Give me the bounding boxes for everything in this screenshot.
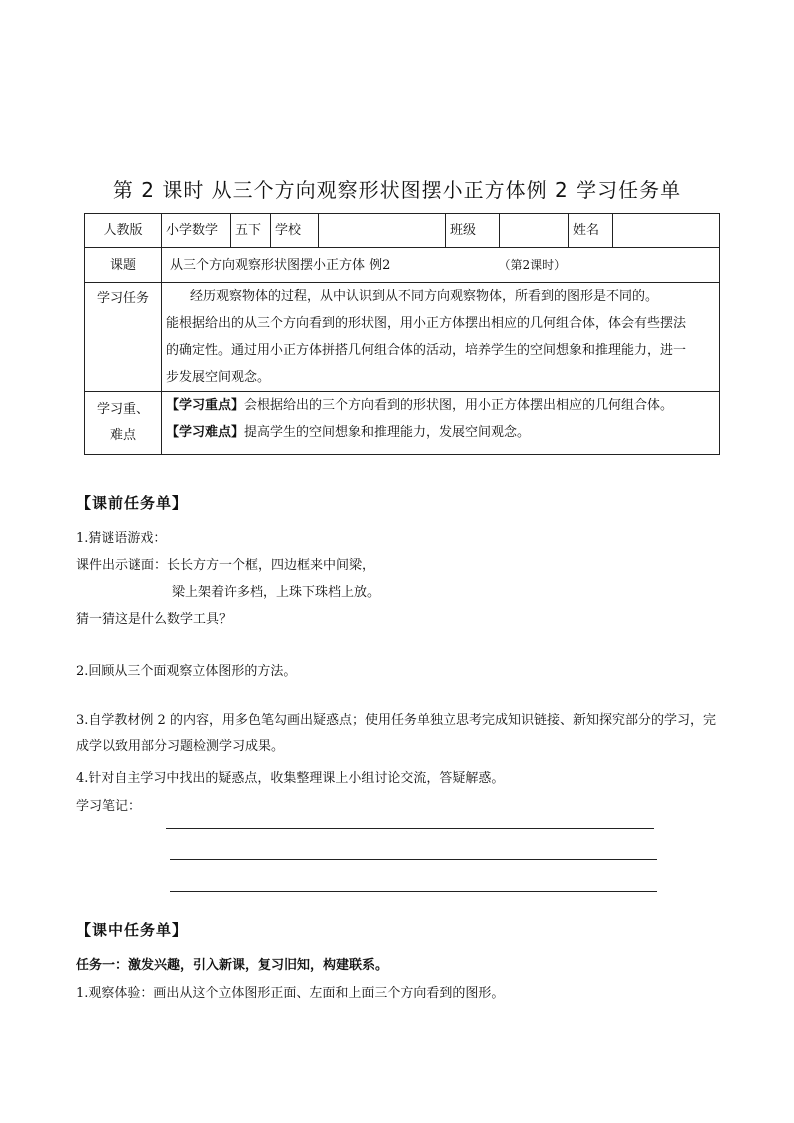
key-point-tag: 【学习重点】 <box>166 398 245 413</box>
task-line: 经历观察物体的过程，从中认识到从不同方向观察物体，所看到的图形是不同的。 <box>190 289 659 304</box>
difficult-point-tag: 【学习难点】 <box>166 425 245 440</box>
focus-label-line: 难点 <box>109 428 136 443</box>
info-table <box>84 213 720 455</box>
class-label: 班级 <box>446 214 500 248</box>
pre-item-2: 2.回顾从三个面观察立体图形的方法。 <box>76 664 297 679</box>
pre-item-1: 1.猜谜语游戏： <box>76 531 167 546</box>
focus-label-line: 学习重、 <box>96 402 149 417</box>
topic-row <box>85 248 720 283</box>
focus-content <box>162 392 720 455</box>
key-point-text: 会根据给出的三个方向看到的形状图，用小正方体摆出相应的几何组合体。 <box>244 398 674 413</box>
task-label: 学习任务 <box>85 283 162 392</box>
topic-label: 课题 <box>85 248 162 283</box>
difficult-point <box>166 419 715 446</box>
page-title: 第 2 课时 从三个方向观察形状图摆小正方体例 2 学习任务单 <box>112 178 682 202</box>
task-1-heading: 任务一：激发兴趣，引入新课，复习旧知，构建联系。 <box>76 958 389 973</box>
name-field[interactable] <box>613 214 720 248</box>
subject-cell: 小学数学 <box>162 214 231 248</box>
edition-cell: 人教版 <box>85 214 162 248</box>
task-content <box>162 283 720 392</box>
pre-item-3: 3.自学教材例 2 的内容，用多色笔勾画出疑惑点；使用任务单独立思考完成知识链接、新知探究部分的学习，完成学以致用部分习题检测学习成果。 <box>76 713 716 754</box>
grade-cell: 五下 <box>231 214 271 248</box>
header-row <box>85 214 720 248</box>
notes-line[interactable] <box>170 891 657 892</box>
pre-class-heading: 【课前任务单】 <box>76 494 189 512</box>
task-row <box>85 283 720 392</box>
notes-line[interactable] <box>166 828 654 829</box>
in-item-1: 1.观察体验：画出从这个立体图形正面、左面和上面三个方向看到的图形。 <box>76 986 505 1001</box>
school-field[interactable] <box>319 214 446 248</box>
task-line: 的确定性。通过用小正方体拼搭几何组合体的活动，培养学生的空间想象和推理能力，进一 <box>166 343 687 358</box>
notes-line[interactable] <box>170 859 657 860</box>
focus-label <box>85 392 162 455</box>
riddle-question: 猜一猜这是什么数学工具？ <box>76 612 233 627</box>
topic-cell <box>162 248 720 283</box>
riddle-line-2: 梁上架着许多档，上珠下珠档上放。 <box>172 585 381 600</box>
focus-row <box>85 392 720 455</box>
in-class-heading: 【课中任务单】 <box>76 921 189 939</box>
class-field[interactable] <box>500 214 569 248</box>
topic-value: 从三个方向观察形状图摆小正方体 例2 <box>170 257 391 273</box>
topic-period: （第2课时） <box>498 257 567 272</box>
riddle-line-1: 课件出示谜面：长长方方一个框，四边框来中间梁， <box>76 558 376 573</box>
pre-item-4: 4.针对自主学习中找出的疑惑点，收集整理课上小组讨论交流，答疑解惑。 <box>76 771 505 786</box>
key-point <box>166 392 715 419</box>
task-line: 能根据给出的从三个方向看到的形状图，用小正方体摆出相应的几何组合体，体会有些摆法 <box>166 316 687 331</box>
notes-label: 学习笔记： <box>76 799 142 814</box>
name-label: 姓名 <box>569 214 613 248</box>
difficult-point-text: 提高学生的空间想象和推理能力，发展空间观念。 <box>244 425 531 440</box>
school-label: 学校 <box>271 214 319 248</box>
task-line: 步发展空间观念。 <box>166 370 271 385</box>
